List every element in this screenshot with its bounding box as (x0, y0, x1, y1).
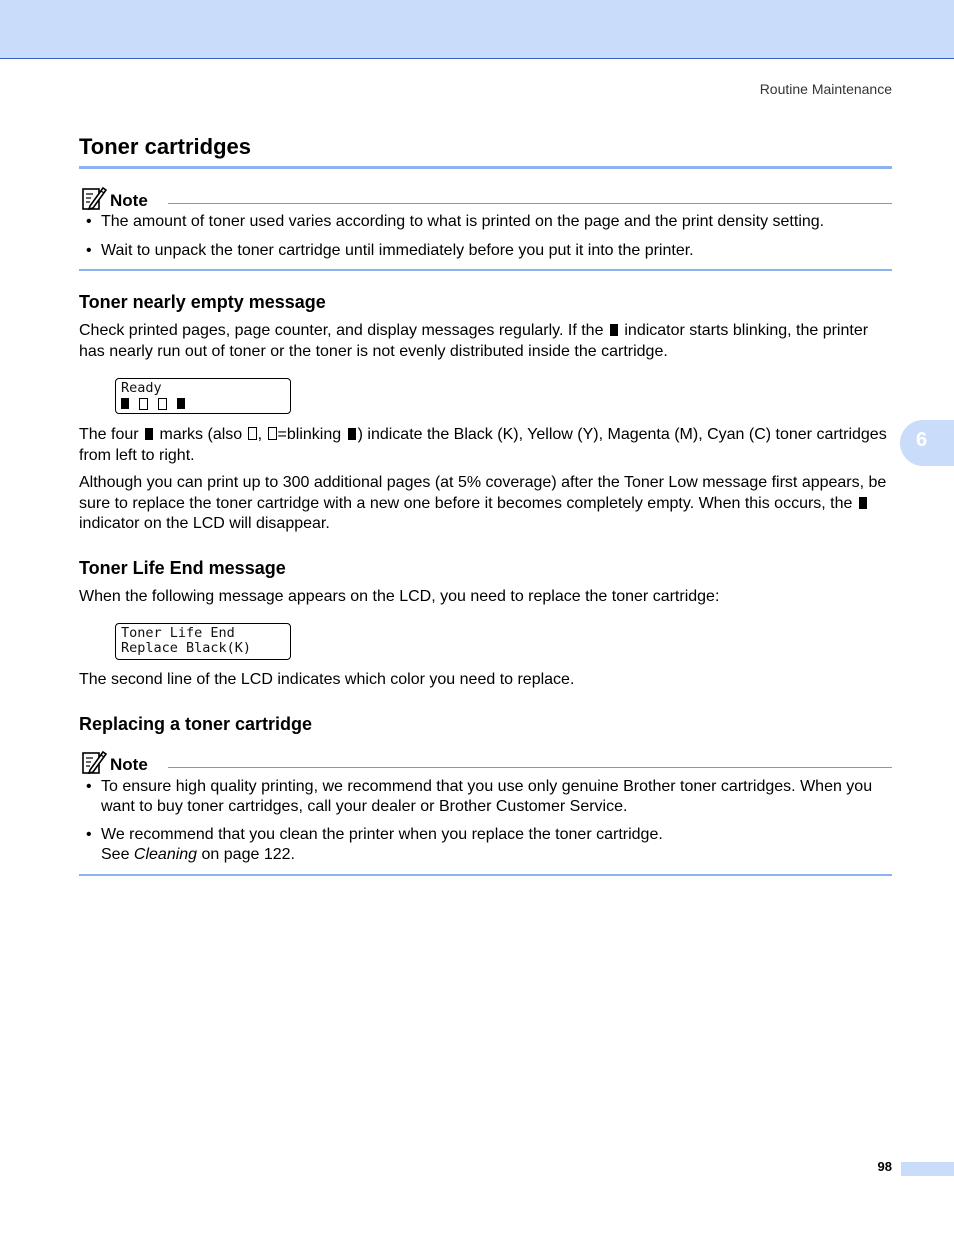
text-run: We recommend that you clean the printer when you replace the toner cartridge. (101, 826, 663, 843)
text-run: on page 122. (201, 846, 295, 863)
lcd-line: Replace Black(K) (121, 640, 252, 656)
note-label: Note (110, 755, 148, 774)
toner-mark-icon (348, 428, 356, 440)
toner-mark-icon (859, 497, 867, 509)
note-label: Note (110, 191, 148, 210)
paragraph: The second line of the LCD indicates which color you need to replace. (79, 671, 575, 688)
chapter-number: 6 (916, 429, 928, 451)
toner-mark-empty-icon (139, 398, 148, 410)
note-item: The amount of toner used varies according to what is printed on the page and the print density setting. (101, 213, 825, 230)
section-heading: Toner nearly empty message (79, 292, 326, 312)
section-heading: Replacing a toner cartridge (79, 714, 313, 734)
paragraph: When the following message appears on the LCD, you need to replace the toner cartridge: (79, 588, 720, 605)
page-title: Toner cartridges (79, 134, 251, 159)
cross-reference-link[interactable]: Cleaning (133, 846, 198, 863)
section-heading: Toner Life End message (79, 558, 286, 578)
chapter-tab (900, 420, 954, 466)
lcd-toner-marks (121, 396, 285, 411)
toner-mark-empty-icon (158, 398, 167, 410)
lcd-line: Toner Life End (121, 625, 235, 641)
bullet-marker: • (86, 778, 92, 795)
bullet-marker: • (86, 213, 92, 230)
note-header (79, 185, 892, 213)
title-rule (79, 166, 892, 169)
lcd-display-ready (115, 378, 291, 414)
text-run: The four (79, 426, 139, 443)
text-run: indicator on the LCD will disappear. (79, 515, 330, 532)
note-item: To ensure high quality printing, we recommend that you use only genuine Brother toner cartridges. When you want to buy toner cartridges, call your dealer or Brother Customer Service. (101, 778, 873, 815)
note-item (101, 825, 896, 865)
paragraph (79, 473, 897, 535)
toner-mark-empty-icon (268, 427, 277, 440)
note-end-rule (79, 269, 892, 271)
text-run: See (101, 846, 130, 863)
note-header (79, 749, 892, 777)
text-run: indicator starts blinking, the printer has nearly run out of toner or the toner is not evenly distributed inside the cartridge. (79, 322, 869, 360)
note-end-rule (79, 874, 892, 876)
text-run: Check printed pages, page counter, and display messages regularly. If the (79, 322, 604, 339)
header-band (0, 0, 954, 59)
see-reference (101, 845, 896, 865)
note-pencil-icon (81, 749, 107, 775)
page-number-bar (901, 1162, 954, 1176)
note-header-line (168, 767, 892, 768)
note-pencil-icon (81, 185, 107, 211)
toner-mark-icon (145, 428, 153, 440)
toner-mark-icon (610, 324, 618, 336)
text-run: Although you can print up to 300 additional pages (at 5% coverage) after the Toner Low message first appears, be sure to replace the toner cartridge with a new one before it becomes completely empty. When this occurs, the (79, 474, 887, 512)
note-item: Wait to unpack the toner cartridge until immediately before you put it into the printer. (101, 242, 694, 259)
page-number: 98 (877, 1159, 892, 1174)
toner-mark-black-icon (177, 398, 185, 409)
toner-mark-empty-icon (248, 427, 257, 440)
text-run: marks (also (159, 426, 243, 443)
text-run: =blinking (277, 426, 342, 443)
running-head: Routine Maintenance (759, 81, 892, 97)
toner-mark-black-icon (121, 398, 129, 409)
text-run: , (257, 426, 263, 443)
bullet-marker: • (86, 242, 92, 259)
paragraph (79, 425, 897, 466)
bullet-marker: • (86, 826, 92, 843)
note-header-line (168, 203, 892, 204)
text-run: ) indicate the Black (K), Yellow (Y), Magenta (M), Cyan (C) toner cartridges from left to right. (79, 426, 887, 464)
lcd-display-toner-life-end (115, 623, 291, 660)
lcd-line: Ready (121, 380, 162, 396)
paragraph (79, 321, 897, 362)
